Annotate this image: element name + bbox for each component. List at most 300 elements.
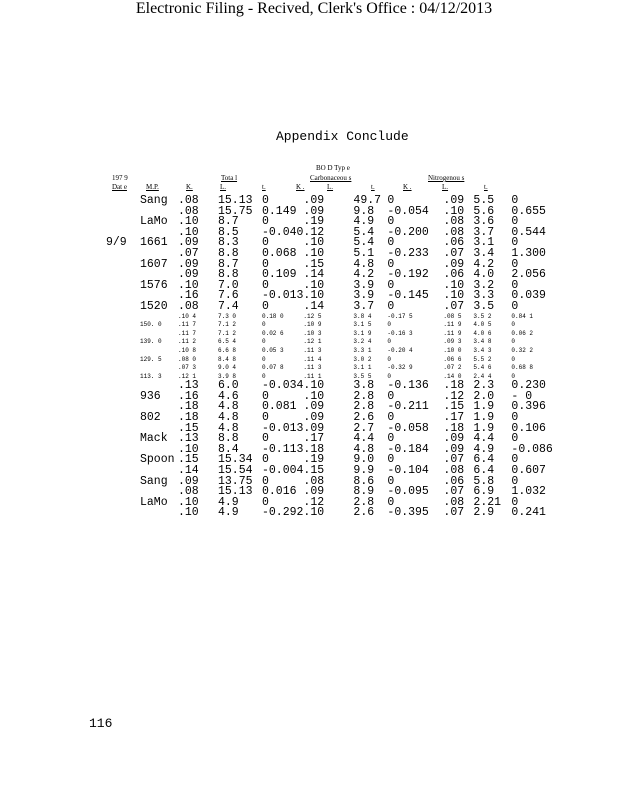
value-cell: .08: [178, 204, 199, 218]
value-cell: 2.21: [473, 495, 502, 509]
value-cell: 1.9: [473, 411, 495, 425]
value-cell: 5.4: [353, 225, 375, 239]
table-row: [106, 302, 553, 313]
value-cell: 1.032: [511, 485, 546, 499]
value-cell: 7.6: [218, 289, 239, 303]
value-cell: 0: [262, 236, 269, 250]
value-cell: -0.32 9: [387, 364, 413, 372]
value-cell: 0: [387, 453, 395, 467]
mp-cell: 129. 5: [140, 355, 162, 363]
date-cell: [106, 402, 140, 413]
value-cell: 15.13: [218, 485, 253, 499]
value-cell: .18: [178, 411, 199, 425]
value-cell: -0.136: [387, 379, 429, 393]
date-cell: [106, 196, 140, 207]
bod-table-body: [106, 196, 553, 519]
page-header: Electronic Filing - Recived, Clerk's Office : 04/12/2013: [135, 0, 493, 17]
value-cell: .10: [443, 289, 465, 303]
mp-cell: 936: [140, 389, 161, 403]
k-nitro-heading: K .: [403, 183, 412, 191]
value-cell: .10: [303, 236, 325, 250]
date-cell: [106, 217, 140, 228]
date-cell: [106, 330, 140, 339]
date-cell: [106, 207, 140, 218]
value-cell: 0.05 3: [262, 346, 284, 354]
mp-cell: 150. 0: [140, 321, 162, 329]
value-cell: .08: [303, 474, 325, 488]
value-cell: .11 1: [303, 372, 322, 380]
value-cell: 3.1 9: [353, 329, 372, 337]
k-carb-heading: K .: [296, 183, 305, 191]
value-cell: 8.7: [218, 257, 239, 271]
value-cell: 7.3 0: [218, 312, 237, 320]
value-cell: .06: [443, 268, 465, 282]
value-cell: 3.3 1: [353, 346, 372, 354]
value-cell: 0: [262, 432, 269, 446]
value-cell: 0: [262, 372, 266, 380]
value-cell: 5.4: [353, 236, 375, 250]
value-cell: 0: [387, 215, 395, 229]
value-cell: 6.5 4: [218, 338, 237, 346]
value-cell: 0.396: [511, 400, 546, 414]
value-cell: 4.8: [218, 421, 239, 435]
value-cell: .09: [303, 194, 325, 207]
value-cell: 0: [511, 432, 519, 446]
value-cell: .07: [443, 299, 465, 313]
value-cell: 0.06 2: [511, 329, 534, 337]
mp-cell: [140, 508, 178, 519]
value-cell: .10: [303, 246, 325, 260]
value-cell: 3.6: [473, 215, 495, 229]
value-cell: 4.0 5: [473, 321, 492, 329]
value-cell: 0: [387, 355, 392, 363]
value-cell: 2.8: [353, 495, 375, 509]
value-cell: 0: [387, 389, 395, 403]
date-cell: [106, 434, 140, 445]
value-cell: 3.4 3: [473, 346, 492, 354]
date-cell: [106, 498, 140, 509]
value-cell: .17: [443, 411, 465, 425]
mp-cell: Sang: [140, 474, 168, 488]
value-cell: 0.02 6: [262, 329, 284, 337]
date-cell: [106, 347, 140, 356]
value-cell: 3.2 4: [353, 338, 372, 346]
table-row: [106, 356, 553, 365]
value-cell: .10: [303, 389, 325, 403]
value-cell: 2.6: [353, 506, 375, 520]
value-cell: -0.013: [262, 289, 304, 303]
value-cell: .09 3: [443, 338, 462, 346]
value-cell: -0.292: [262, 506, 304, 520]
date-cell: [106, 413, 140, 424]
value-cell: 0: [511, 338, 516, 346]
value-cell: .08: [443, 464, 465, 478]
value-cell: .10: [303, 278, 325, 292]
value-cell: .10: [178, 215, 199, 229]
value-cell: .16: [178, 289, 199, 303]
value-cell: .19: [303, 453, 325, 467]
value-cell: 0: [511, 355, 516, 363]
mp-cell: [140, 330, 178, 339]
value-cell: .09: [303, 400, 325, 414]
value-cell: 0: [387, 257, 395, 271]
value-cell: 6.0: [218, 379, 239, 393]
value-cell: 8.8: [218, 432, 239, 446]
value-cell: 4.6: [218, 389, 239, 403]
value-cell: 0.081: [262, 400, 297, 414]
l-carb-heading: L.: [327, 183, 334, 191]
value-cell: 0: [387, 411, 395, 425]
t-nitro-heading: t.: [484, 183, 488, 191]
value-cell: .06 6: [443, 355, 462, 363]
value-cell: -0.013: [262, 421, 304, 435]
value-cell: 9.8: [353, 204, 375, 218]
value-cell: 8.9: [353, 485, 375, 499]
value-cell: .14: [303, 268, 325, 282]
value-cell: 4.9: [473, 442, 495, 456]
mp-cell: 113. 3: [140, 372, 162, 380]
value-cell: .11 3: [303, 364, 322, 372]
value-cell: 0: [511, 215, 519, 229]
value-cell: 0.230: [511, 379, 546, 393]
date-cell: [106, 281, 140, 292]
value-cell: .14: [303, 299, 325, 313]
date-cell: [106, 321, 140, 330]
date-cell: [106, 381, 140, 392]
value-cell: .12 1: [303, 338, 322, 346]
value-cell: 0: [387, 338, 392, 346]
value-cell: 4.8: [218, 400, 239, 414]
value-cell: 0: [262, 338, 266, 346]
value-cell: 2.0: [473, 389, 495, 403]
value-cell: 0: [511, 321, 516, 329]
table-row: [106, 364, 553, 373]
table-row: [106, 321, 553, 330]
value-cell: .07: [443, 485, 465, 499]
value-cell: 3.9 8: [218, 372, 237, 380]
date-cell: [106, 445, 140, 456]
value-cell: 0.068: [262, 246, 297, 260]
value-cell: .14: [178, 464, 199, 478]
value-cell: 2.9: [473, 506, 495, 520]
value-cell: 3.7: [473, 225, 495, 239]
value-cell: 3.5: [473, 299, 495, 313]
value-cell: -0.16 3: [387, 329, 413, 337]
total-heading: Tota l: [221, 174, 238, 182]
value-cell: 3.5 5: [353, 372, 372, 380]
value-cell: -0.113: [262, 442, 304, 456]
t-carb-heading: t.: [371, 183, 375, 191]
value-cell: 2.056: [511, 268, 546, 282]
date-cell: [106, 356, 140, 365]
value-cell: 4.0: [473, 268, 495, 282]
mp-cell: LaMo: [140, 215, 168, 229]
value-cell: 15.13: [218, 194, 253, 207]
value-cell: 5.5 2: [473, 355, 492, 363]
value-cell: 2.8: [353, 389, 375, 403]
value-cell: .15: [178, 453, 199, 467]
value-cell: 0.32 2: [511, 346, 534, 354]
value-cell: 0: [511, 257, 519, 271]
value-cell: 7.1 2: [218, 329, 237, 337]
value-cell: .08 5: [443, 312, 462, 320]
mp-cell: 1661: [140, 236, 168, 250]
table-row: [106, 338, 553, 347]
value-cell: 8.8: [218, 268, 239, 282]
value-cell: -0.192: [387, 268, 429, 282]
bod-data-table: [106, 196, 553, 519]
value-cell: 6.9: [473, 485, 495, 499]
value-cell: -0.184: [387, 442, 429, 456]
mp-cell: Sang: [140, 194, 168, 207]
value-cell: .08: [443, 225, 465, 239]
value-cell: .10: [178, 225, 199, 239]
value-cell: 1.300: [511, 246, 546, 260]
date-cell: [106, 291, 140, 302]
value-cell: 0: [511, 453, 519, 467]
value-cell: .10: [178, 495, 199, 509]
value-cell: .09: [443, 442, 465, 456]
value-cell: 0: [511, 236, 519, 250]
value-cell: .06: [443, 474, 465, 488]
value-cell: 8.4 8: [218, 355, 237, 363]
value-cell: 3.1 1: [353, 364, 372, 372]
value-cell: .12 1: [178, 372, 197, 380]
value-cell: 0.84 1: [511, 312, 534, 320]
l-total-heading: L.: [220, 183, 227, 191]
t-total-heading: t.: [262, 183, 266, 191]
value-cell: .15: [303, 464, 325, 478]
value-cell: 2.8: [353, 400, 375, 414]
value-cell: .07: [443, 506, 465, 520]
value-cell: .14 0: [443, 372, 462, 380]
value-cell: 49.7: [353, 194, 382, 207]
value-cell: .15: [303, 257, 325, 271]
page-title: Appendix Conclude: [276, 129, 409, 144]
value-cell: .13: [178, 432, 199, 446]
value-cell: .08: [178, 299, 199, 313]
mp-heading: M.P.: [146, 183, 159, 191]
value-cell: 0.039: [511, 289, 546, 303]
value-cell: -0.040: [262, 225, 304, 239]
value-cell: 0: [262, 278, 269, 292]
value-cell: 0: [262, 453, 269, 467]
value-cell: 0: [511, 495, 519, 509]
date-cell: [106, 508, 140, 519]
value-cell: 8.4: [218, 442, 239, 456]
value-cell: .08: [178, 485, 199, 499]
table-row: [106, 508, 553, 519]
value-cell: 0: [262, 389, 269, 403]
value-cell: 2.4 4: [473, 372, 492, 380]
value-cell: 0.18 0: [262, 312, 284, 320]
mp-cell: LaMo: [140, 495, 168, 509]
date-cell: [106, 313, 140, 322]
value-cell: 0.07 8: [262, 364, 284, 372]
value-cell: .08: [178, 194, 199, 207]
value-cell: 6.4: [473, 453, 495, 467]
date-cell: [106, 392, 140, 403]
bod-type-heading: BO D Typ e: [316, 164, 350, 172]
value-cell: -0.104: [387, 464, 429, 478]
value-cell: .08 0: [178, 355, 197, 363]
date-cell: [106, 260, 140, 271]
value-cell: .07: [178, 246, 199, 260]
value-cell: .17: [303, 432, 325, 446]
value-cell: 0: [511, 372, 516, 380]
table-row: [106, 347, 553, 356]
value-cell: .09: [178, 474, 199, 488]
value-cell: 3.8: [353, 379, 375, 393]
value-cell: 0: [387, 299, 395, 313]
value-cell: .15: [178, 421, 199, 435]
value-cell: .11 9: [443, 321, 462, 329]
value-cell: .10 3: [303, 329, 322, 337]
value-cell: .09: [303, 421, 325, 435]
value-cell: 0: [387, 495, 395, 509]
value-cell: 0: [511, 411, 519, 425]
value-cell: .09: [178, 257, 199, 271]
value-cell: 3.3: [473, 289, 495, 303]
value-cell: .09: [303, 411, 325, 425]
value-cell: 3.9: [353, 289, 375, 303]
l-nitro-heading: L.: [442, 183, 449, 191]
value-cell: 15.75: [218, 204, 253, 218]
value-cell: 0.106: [511, 421, 546, 435]
value-cell: .09: [178, 268, 199, 282]
value-cell: -0.211: [387, 400, 429, 414]
value-cell: 5.1: [353, 246, 375, 260]
value-cell: -0.086: [511, 442, 553, 456]
value-cell: 4.4: [353, 432, 375, 446]
value-cell: .09: [443, 257, 465, 271]
value-cell: 3.4: [473, 246, 495, 260]
value-cell: 4.9: [218, 506, 239, 520]
value-cell: .15: [443, 400, 465, 414]
value-cell: 4.9: [353, 215, 375, 229]
value-cell: .11 2: [178, 338, 197, 346]
value-cell: .10: [303, 506, 325, 520]
value-cell: .19: [303, 215, 325, 229]
value-cell: .09: [443, 432, 465, 446]
value-cell: - 0: [511, 389, 533, 403]
value-cell: 5.5: [473, 194, 495, 207]
value-cell: .10: [303, 289, 325, 303]
value-cell: 3.0 2: [353, 355, 372, 363]
value-cell: 3.1 5: [353, 321, 372, 329]
value-cell: 3.8 4: [353, 312, 372, 320]
value-cell: .13: [178, 379, 199, 393]
value-cell: .10: [178, 506, 199, 520]
value-cell: 4.0 6: [473, 329, 492, 337]
value-cell: .10 0: [443, 346, 462, 354]
value-cell: .12: [303, 225, 325, 239]
value-cell: 9.0: [353, 453, 375, 467]
value-cell: 5.4 6: [473, 364, 492, 372]
date-cell: [106, 466, 140, 477]
value-cell: 0: [262, 355, 266, 363]
value-cell: .11 7: [178, 329, 197, 337]
value-cell: .09: [178, 236, 199, 250]
date-cell: [106, 373, 140, 382]
value-cell: -0.20 4: [387, 346, 413, 354]
value-cell: -0.054: [387, 204, 429, 218]
table-row: [106, 330, 553, 339]
date-cell: [106, 487, 140, 498]
value-cell: 7.0: [218, 278, 239, 292]
value-cell: 0.607: [511, 464, 546, 478]
value-cell: 5.6: [473, 204, 495, 218]
value-cell: 4.8: [353, 257, 375, 271]
value-cell: 2.7: [353, 421, 375, 435]
value-cell: 5.8: [473, 474, 495, 488]
value-cell: 0: [262, 411, 269, 425]
value-cell: 8.3: [218, 236, 239, 250]
value-cell: 0: [511, 278, 519, 292]
value-cell: 3.4 8: [473, 338, 492, 346]
date-cell: [106, 249, 140, 260]
mp-cell: [140, 364, 178, 373]
value-cell: 0: [387, 432, 395, 446]
nitrogenous-heading: Nitrogenou s: [428, 174, 465, 182]
value-cell: .07: [443, 246, 465, 260]
value-cell: 2.6: [353, 411, 375, 425]
carbonaceous-heading: Carbonaceou s: [310, 174, 352, 182]
value-cell: 8.6: [353, 474, 375, 488]
value-cell: .11 3: [303, 346, 322, 354]
date-cell: [106, 424, 140, 435]
value-cell: -0.233: [387, 246, 429, 260]
value-cell: 0: [262, 194, 269, 207]
table-row: [106, 313, 553, 322]
mp-cell: [140, 347, 178, 356]
value-cell: -0.004: [262, 464, 304, 478]
value-cell: 2.3: [473, 379, 495, 393]
value-cell: .18: [178, 400, 199, 414]
value-cell: .11 4: [303, 355, 322, 363]
mp-cell: 1607: [140, 257, 168, 271]
value-cell: 15.34: [218, 453, 253, 467]
k-total-heading: K.: [186, 183, 193, 191]
value-cell: -0.17 5: [387, 312, 413, 320]
value-cell: 0: [511, 474, 519, 488]
value-cell: .10 4: [178, 312, 197, 320]
value-cell: .11 9: [443, 329, 462, 337]
value-cell: .07 2: [443, 364, 462, 372]
value-cell: 8.8: [218, 246, 239, 260]
value-cell: 4.8: [353, 442, 375, 456]
value-cell: .10 8: [178, 346, 197, 354]
value-cell: 4.8: [218, 411, 239, 425]
mp-cell: [140, 313, 178, 322]
value-cell: .12: [303, 495, 325, 509]
value-cell: -0.058: [387, 421, 429, 435]
value-cell: 0.016: [262, 485, 297, 499]
value-cell: 0: [511, 194, 519, 207]
value-cell: -0.200: [387, 225, 429, 239]
date-cell: [106, 270, 140, 281]
value-cell: 0: [262, 299, 269, 313]
value-cell: .18: [443, 379, 465, 393]
value-cell: 3.5 2: [473, 312, 492, 320]
value-cell: .08: [443, 215, 465, 229]
value-cell: 0: [387, 321, 392, 329]
value-cell: .10: [443, 278, 465, 292]
mp-cell: 139. 0: [140, 338, 162, 346]
value-cell: 4.9: [218, 495, 239, 509]
date-cell: [106, 455, 140, 466]
value-cell: 3.2: [473, 278, 495, 292]
